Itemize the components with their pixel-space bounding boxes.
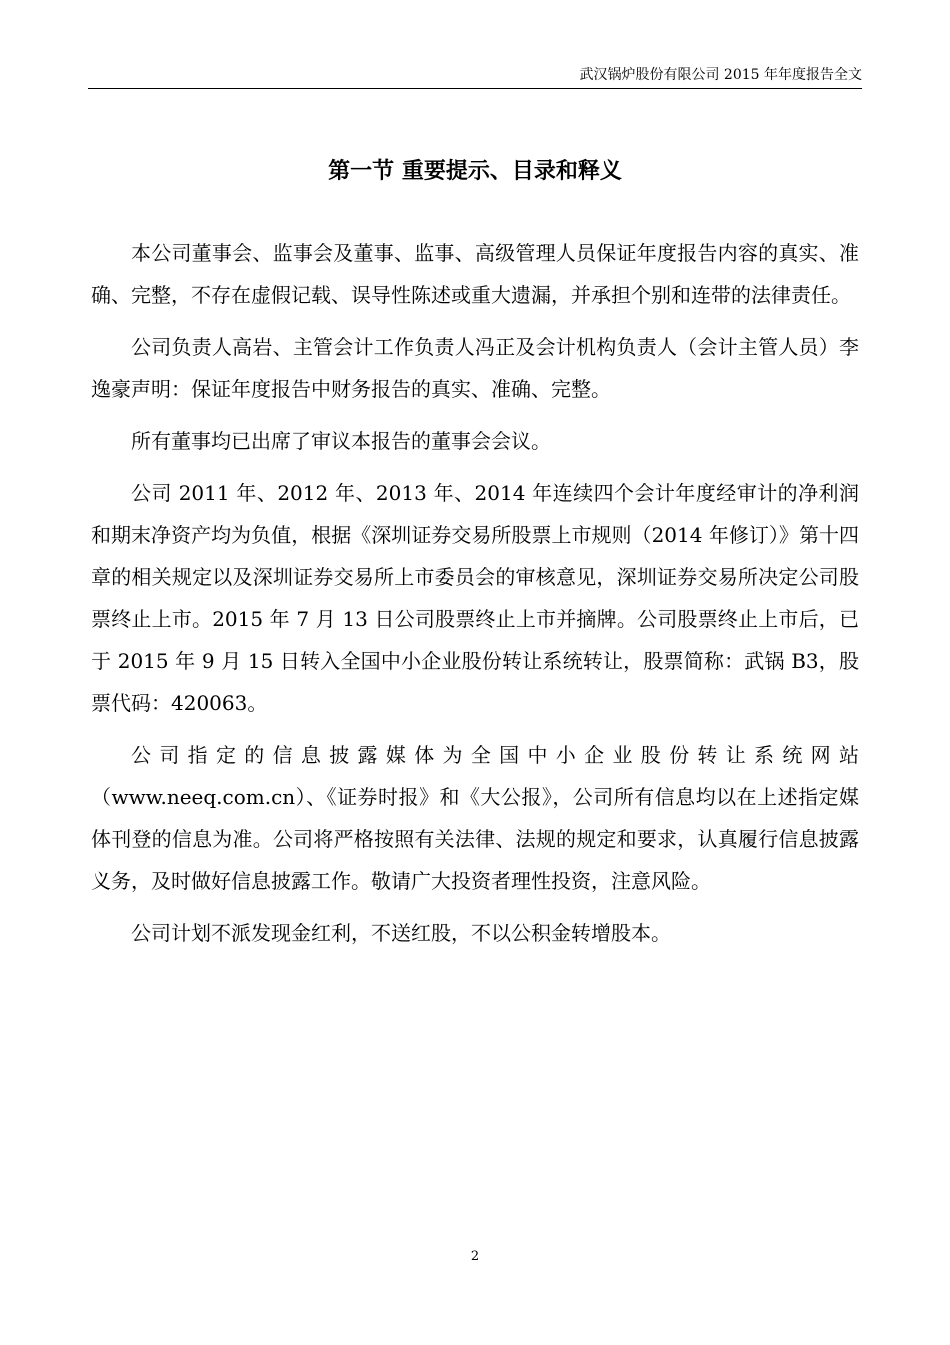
- header-divider: [88, 88, 862, 89]
- paragraph-board-attendance: 所有董事均已出席了审议本报告的董事会会议。: [131, 429, 551, 453]
- running-header: 武汉锅炉股份有限公司 2015 年年度报告全文: [579, 67, 862, 83]
- paragraph-responsibility-statement: 本公司董事会、监事会及董事、监事、高级管理人员保证年度报告内容的真实、准确、完整，不存在虚假记载、误导性陈述或重大遗漏，并承担个别和连带的法律责任。: [91, 241, 859, 307]
- section-title: 第一节 重要提示、目录和释义: [328, 159, 622, 184]
- paragraph-delisting-notice: 公司 2011 年、2012 年、2013 年、2014 年连续四个会计年度经审计的净利润和期末净资产均为负值，根据《深圳证券交易所股票上市规则（2014 年修订）》第十四章的相关规定以及深圳证券交易所上市委员会的审核意见，深圳证券交易所决定公司股票终止上市。2015 年 7 月 13 日公司股票终止上市并摘牌。公司股票终止上市后，已于 2015 年 9 月 15 日转入全国中小企业股份转让系统转让，股票简称：武锅 B3，股票代码：420063。: [91, 481, 859, 715]
- paragraph-dividend-plan: 公司计划不派发现金红利，不送红股，不以公积金转增股本。: [131, 921, 671, 945]
- paragraph-officer-declaration: 公司负责人高岩、主管会计工作负责人冯正及会计机构负责人（会计主管人员）李逸豪声明：保证年度报告中财务报告的真实、准确、完整。: [91, 335, 859, 401]
- body-text: [91, 232, 859, 964]
- paragraph-disclosure-media: 公司指定的信息披露媒体为全国中小企业股份转让系统网站（www.neeq.com.cn）、《证券时报》和《大公报》，公司所有信息均以在上述指定媒体刊登的信息为准。公司将严格按照有关法律、法规的规定和要求，认真履行信息披露义务，及时做好信息披露工作。敬请广大投资者理性投资，注意风险。: [91, 743, 859, 893]
- page-number: 2: [470, 1249, 480, 1264]
